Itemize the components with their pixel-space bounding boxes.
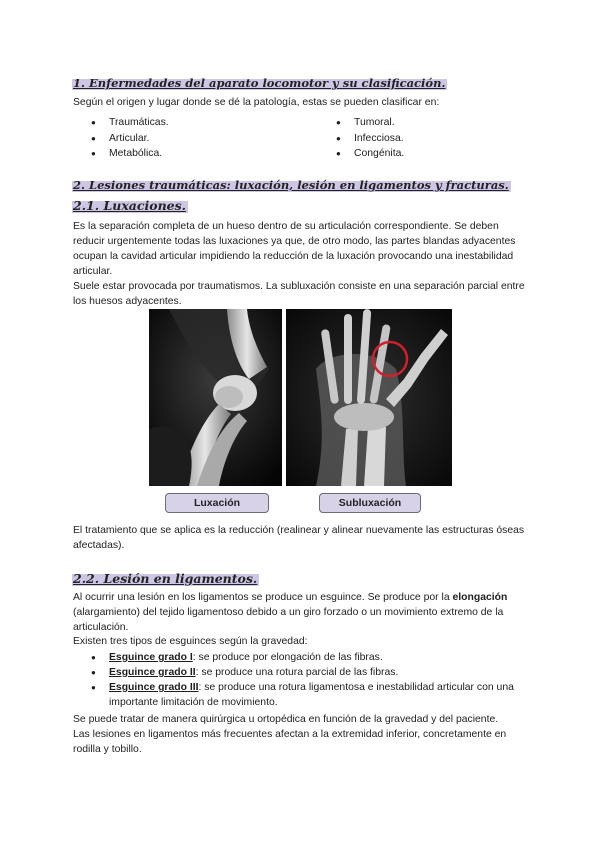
elbow-xray-illustration — [149, 309, 282, 486]
list-item: ● Articular. — [73, 131, 169, 147]
list-item: ● Traumáticas. — [73, 115, 169, 131]
list-item: ● Infecciosa. — [318, 131, 404, 147]
sprain-types-intro: Existen tres tipos de esguinces según la gravedad: — [73, 636, 308, 647]
list-item: ● Metabólica. — [73, 146, 169, 162]
xray-hand-subluxation-image — [286, 309, 452, 486]
luxation-treatment: El tratamiento que se aplica es la reducción (realinear y alinear nuevamente las estructuras óseas afectadas). — [73, 525, 525, 551]
ligament-treatment: Se puede tratar de manera quirúrgica u ortopédica en función de la gravedad y del paciente. — [73, 714, 499, 725]
luxation-cause: Suele estar provocada por traumatismos. La subluxación consiste en una separación parcial entre los huesos adyacentes. — [73, 281, 525, 307]
luxation-definition: Es la separación completa de un hueso dentro de su articulación correspondiente. Se deben reducir urgentemente todas las luxaciones ya que, de otro modo, las partes blandas adyacentes ocupan la cavidad articular impidiendo la reducción de la luxación provocando una inestabilidad articular. — [73, 221, 516, 277]
caption-luxation: Luxación — [165, 493, 269, 513]
list-item: ● Congénita. — [318, 146, 404, 162]
subsection-2-1-heading: 2.1. Luxaciones. — [73, 198, 187, 213]
section-1-intro: Según el origen y lugar donde se dé la patología, estas se pueden clasificar en: — [73, 97, 440, 108]
ligament-frequent-injuries: Las lesiones en ligamentos más frecuentes afectan a la extremidad inferior, concretamente en rodilla y tobillo. — [73, 729, 507, 755]
hand-xray-illustration — [286, 309, 452, 486]
xray-elbow-luxation-image — [149, 309, 282, 486]
classification-list-left — [73, 115, 169, 162]
subsection-2-2-heading: 2.2. Lesión en ligamentos. — [73, 571, 258, 586]
list-item: ● Tumoral. — [318, 115, 404, 131]
section-2-heading: 2. Lesiones traumáticas: luxación, lesión en ligamentos y fracturas. — [73, 178, 509, 192]
list-item: ● Esguince grado I: se produce por elongación de las fibras. — [73, 650, 543, 665]
caption-subluxation: Subluxación — [319, 493, 421, 513]
ligament-injury-paragraph: Al ocurrir una lesión en los ligamentos se produce un esguince. Se produce por la elongación (alargamiento) del tejido ligamentoso debido a un giro forzado o un movimiento extremo de la articulación. — [73, 592, 508, 633]
section-1-heading: 1. Enfermedades del aparato locomotor y su clasificación. — [73, 76, 446, 90]
list-item: ● Esguince grado II: se produce una rotura parcial de las fibras. — [73, 665, 543, 680]
list-item: ● Esguince grado III: se produce una rotura ligamentosa e inestabilidad articular con una importante limitación de movimiento. — [73, 680, 543, 710]
keyword-elongacion: elongación — [452, 592, 508, 603]
classification-list-right — [318, 115, 404, 162]
sprain-grades-list — [73, 650, 543, 710]
